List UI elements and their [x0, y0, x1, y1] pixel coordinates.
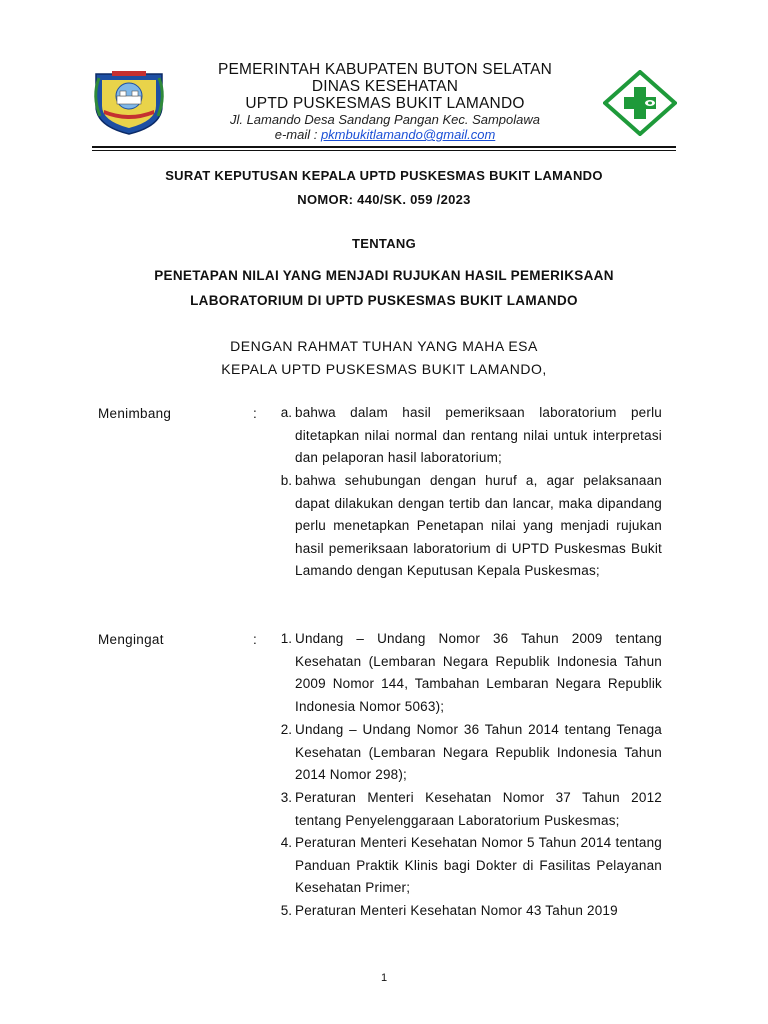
puskesmas-logo-icon	[603, 70, 677, 136]
opening-blessing: DENGAN RAHMAT TUHAN YANG MAHA ESA	[230, 338, 538, 354]
menimbang-colon: :	[253, 406, 257, 421]
mengingat-item-1	[262, 628, 662, 718]
decree-number: NOMOR: 440/SK. 059 /2023	[297, 192, 471, 207]
item-marker: 1.	[280, 631, 292, 646]
menimbang-item-b	[262, 470, 662, 583]
subject-line-1: PENETAPAN NILAI YANG MENJADI RUJUKAN HASIL PEMERIKSAAN	[154, 268, 614, 283]
item-text: Peraturan Menteri Kesehatan Nomor 5 Tahun 2014 tentang Panduan Praktik Klinis bagi Dokter di Fasilitas Pelayanan Kesehatan Primer;	[295, 835, 662, 896]
menimbang-item-a	[262, 402, 662, 470]
email-link[interactable]: pkmbukitlamando@gmail.com	[320, 127, 496, 142]
letterhead-divider-thin	[92, 150, 676, 151]
item-marker: 5.	[280, 903, 292, 918]
letterhead-department: DINAS KESEHATAN	[311, 78, 459, 95]
decree-title: SURAT KEPUTUSAN KEPALA UPTD PUSKESMAS BUKIT LAMANDO	[165, 168, 603, 183]
letterhead-email-line	[170, 127, 600, 142]
subject-line-2: LABORATORIUM DI UPTD PUSKESMAS BUKIT LAMANDO	[190, 293, 578, 308]
item-text: Undang – Undang Nomor 36 Tahun 2009 tentang Kesehatan (Lembaran Negara Republik Indonesia Tahun 2009 Nomor 144, Tambahan Lembaran Negara Republik Indonesia Nomor 5063);	[295, 631, 662, 714]
menimbang-label: Menimbang	[98, 406, 172, 421]
mengingat-colon: :	[253, 632, 257, 647]
regency-emblem-icon	[90, 66, 168, 136]
letterhead-divider-thick	[92, 146, 676, 148]
email-prefix: e-mail :	[274, 127, 321, 142]
mengingat-label: Mengingat	[98, 632, 164, 647]
item-text: Undang – Undang Nomor 36 Tahun 2014 tentang Tenaga Kesehatan (Lembaran Negara Republik Indonesia Tahun 2014 Nomor 298);	[295, 722, 662, 783]
item-marker: 2.	[280, 722, 292, 737]
mengingat-item-3	[262, 787, 662, 832]
opening-issuer: KEPALA UPTD PUSKESMAS BUKIT LAMANDO,	[221, 361, 547, 377]
item-marker: 3.	[280, 790, 292, 805]
about-heading: TENTANG	[352, 236, 416, 251]
mengingat-item-4	[262, 832, 662, 900]
item-marker: b.	[280, 473, 292, 488]
item-text: Peraturan Menteri Kesehatan Nomor 37 Tahun 2012 tentang Penyelenggaraan Laboratorium Puskesmas;	[295, 790, 662, 828]
item-text: bahwa dalam hasil pemeriksaan laboratorium perlu ditetapkan nilai normal dan rentang nilai untuk interpretasi dan pelaporan hasil laboratorium;	[295, 405, 662, 466]
mengingat-item-5	[262, 900, 662, 923]
mengingat-item-2	[262, 719, 662, 787]
letterhead-unit: UPTD PUSKESMAS BUKIT LAMANDO	[245, 95, 525, 112]
page-number: 1	[380, 972, 388, 984]
letterhead-address: Jl. Lamando Desa Sandang Pangan Kec. Sampolawa	[229, 112, 541, 127]
item-marker: a.	[280, 405, 292, 420]
letterhead	[170, 61, 600, 142]
letterhead-government: PEMERINTAH KABUPATEN BUTON SELATAN	[217, 61, 553, 78]
item-text: bahwa sehubungan dengan huruf a, agar pelaksanaan dapat dilakukan dengan tertib dan lancar, maka dipandang perlu menetapkan Penetapan nilai yang menjadi rujukan hasil pemeriksaan laboratorium di UPTD Puskesmas Bukit Lamando dengan Keputusan Kepala Puskesmas;	[295, 473, 662, 579]
item-text: Peraturan Menteri Kesehatan Nomor 43 Tahun 2019	[295, 903, 618, 918]
item-marker: 4.	[280, 835, 292, 850]
